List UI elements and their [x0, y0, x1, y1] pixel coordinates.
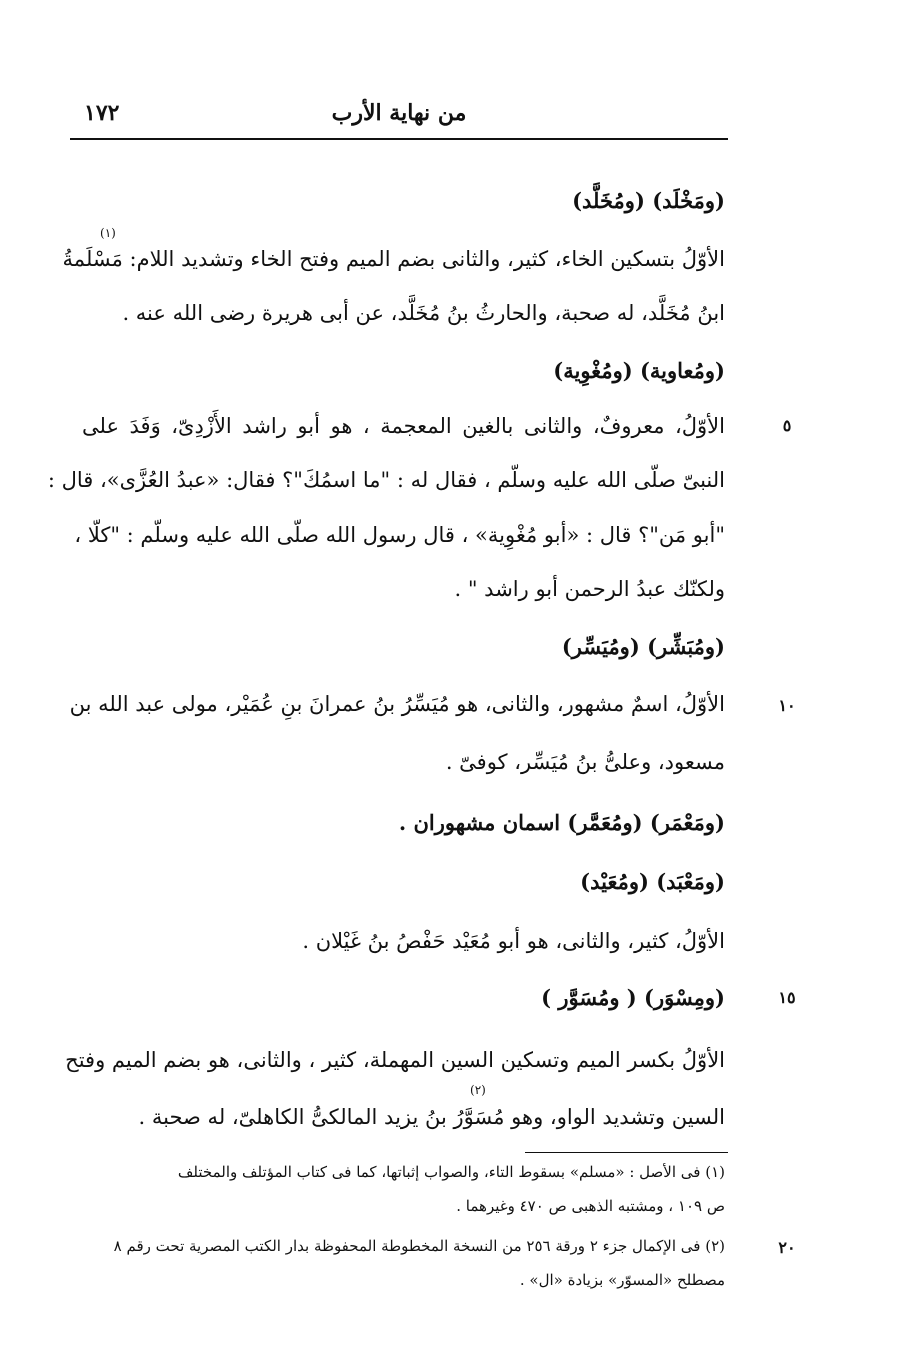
footnote-line: (٢) فى الإكمال جزء ٢ ورقة ٢٥٦ من النسخة المخطوطة المحفوظة بدار الكتب المصرية تحت رقم ٨ [113, 1237, 725, 1255]
entry-heading: (ومَعْمَر) (ومُعَمَّر) اسمان مشهوران . [398, 810, 725, 835]
entry-heading: (ومِسْوَر) ( ومُسَوَّر ) [541, 985, 725, 1010]
footnote-rule [525, 1152, 728, 1153]
entry-line: السين وتشديد الواو، وهو مُسَوَّرُ بنُ يزيد المالكىُّ الكاهلىّ، له صحبة . [138, 1105, 725, 1129]
line-number-10: ١٠ [778, 696, 796, 715]
line-number-5: ٥ [782, 416, 792, 435]
entry-heading: (ومُعاوية) (ومُغْوِية) [553, 358, 725, 383]
running-title: من نهاية الأرب [331, 100, 467, 126]
footnote-ref-1: (١) [100, 226, 116, 240]
footnote-ref-2: (٢) [470, 1083, 486, 1097]
page-header [70, 96, 728, 140]
entry-heading: (ومُبَشِّر) (ومُيَسِّر) [561, 634, 725, 659]
entry-line: الأوّلُ، كثير، والثانى، هو أبو مُعَيْد حَفْصُ بنُ غَيْلان . [302, 929, 725, 953]
entry-line: النبىّ صلّى الله عليه وسلّم ، فقال له : "ما اسمُكَ"؟ فقال: «عبدُ العُزَّى»، قال : [47, 468, 725, 492]
entry-line: الأوّلُ، معروفٌ، والثانى بالغين المعجمة ، هو أبو راشد الأَزْدِىّ، وَفَدَ على [82, 414, 725, 438]
entry-heading: (ومَخْلَد) (ومُخَلَّد) [572, 188, 725, 213]
entry-heading: (ومَعْبَد) (ومُعَيْد) [580, 869, 725, 894]
footnote-line: (١) فى الأصل : «مسلم» بسقوط التاء، والصواب إثباتها، كما فى كتاب المؤتلف والمختلف [177, 1163, 725, 1181]
entry-line: مسعود، وعلىُّ بنُ مُيَسِّر، كوفىّ . [445, 750, 725, 774]
line-number-20: ٢٠ [778, 1238, 796, 1257]
entry-line: الأوّلُ، اسمٌ مشهور، والثانى، هو مُيَسِّرُ بنُ عمرانَ بنِ عُمَيْر، مولى عبد الله بن [69, 692, 725, 716]
entry-line: الأوّلُ بكسر الميم وتسكين السين المهملة، كثير ، والثانى، هو بضم الميم وفتح [65, 1048, 725, 1072]
entry-line: الأوّلُ بتسكين الخاء، كثير، والثانى بضم الميم وفتح الخاء وتشديد اللام: مَسْلَمةُ [62, 247, 725, 271]
entry-line: ابنُ مُخَلَّد، له صحبة، والحارثُ بنُ مُخَلَّد، عن أبى هريرة رضى الله عنه . [122, 301, 725, 325]
footnote-line: مصطلح «المسوّر» بزيادة «ال» . [519, 1271, 725, 1289]
line-number-15: ١٥ [778, 988, 796, 1007]
entry-line: "أبو مَن"؟ قال : «أبو مُغْوِية» ، قال رسول الله صلّى الله عليه وسلّم : "كلّا ، [74, 523, 725, 547]
entry-line: ولكنّك عبدُ الرحمن أبو راشد " . [454, 577, 725, 601]
footnote-line: ص ١٠٩ ، ومشتبه الذهبى ص ٤٧٠ وغيرهما . [456, 1197, 725, 1215]
page-number: ١٧٢ [84, 100, 120, 126]
